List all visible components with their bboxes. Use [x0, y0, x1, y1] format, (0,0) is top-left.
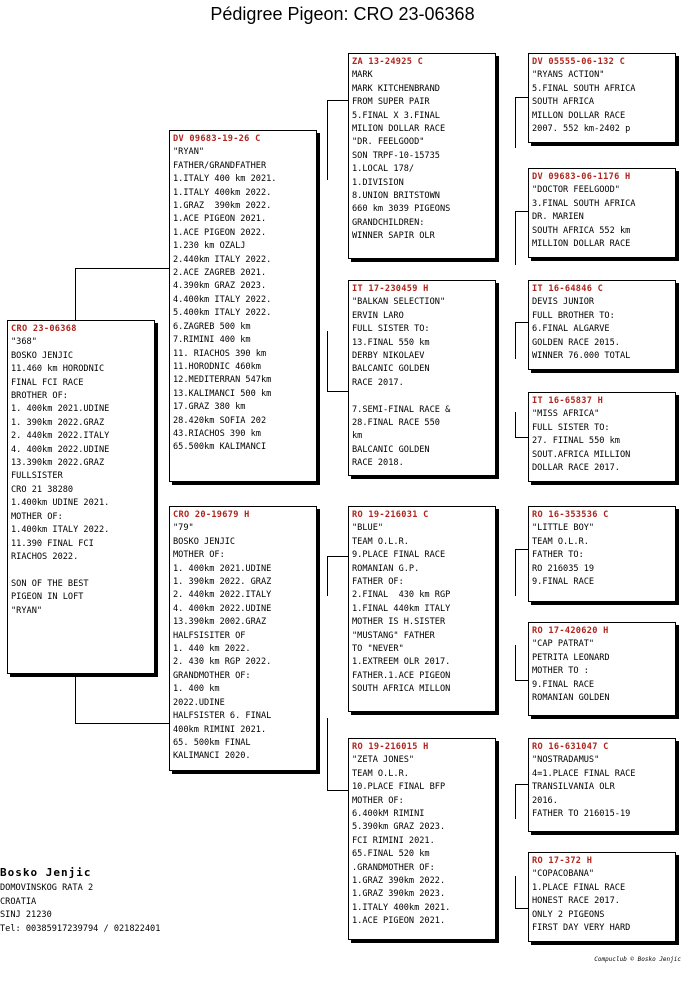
- connector-line: [515, 876, 516, 908]
- pedigree-line: "CAP PATRAT": [532, 639, 595, 650]
- connector-line: [327, 100, 328, 180]
- pedigree-line: 1.230 km OZALJ: [173, 241, 246, 252]
- pedigree-line: PETRITA LEONARD: [532, 652, 610, 663]
- pedigree-line: FATHER.1.ACE PIGEON: [352, 670, 451, 681]
- pedigree-line: 6.400kM RIMINI: [352, 809, 425, 820]
- connector-line: [75, 268, 171, 269]
- pedigree-line: "MISS AFRICA": [532, 409, 600, 420]
- pedigree-line: WINNER 76.000 TOTAL: [532, 351, 631, 362]
- pedigree-line: 10.PLACE FINAL BFP: [352, 782, 446, 793]
- pedigree-line: 12.MEDITERRAN 547km: [173, 375, 272, 386]
- pedigree-line: TO "NEVER": [352, 644, 404, 655]
- connector-line: [75, 723, 171, 724]
- pedigree-line: 11. RIACHOS 390 km: [173, 348, 267, 359]
- pedigree-line: 1.FINAL 440km ITALY: [352, 603, 451, 614]
- connector-line: [75, 673, 76, 723]
- pedigree-line: PIGEON IN LOFT: [11, 592, 84, 603]
- pedigree-line: 1. 390km 2022. GRAZ: [173, 577, 272, 588]
- pedigree-line: 2. 440km 2022.ITALY: [11, 431, 110, 442]
- pedigree-line: WINNER SAPIR OLR: [352, 231, 435, 242]
- pedigree-line: 43.RIACHOS 390 km: [173, 428, 261, 439]
- pedigree-line: 1.GRAZ 390km 2023.: [352, 889, 446, 900]
- ring-number: ZA 13-24925 C: [352, 57, 424, 67]
- pedigree-line: MILLION DOLLAR RACE: [532, 239, 631, 250]
- pedigree-line: TRANSILVANIA OLR: [532, 782, 615, 793]
- pedigree-line: 28.FINAL RACE 550: [352, 418, 440, 429]
- pedigree-line: FATHER OF:: [352, 577, 404, 588]
- pedigree-line: "RYAN": [173, 147, 205, 158]
- pedigree-line: MARK: [352, 70, 373, 81]
- pedigree-line: 5.FINAL SOUTH AFRICA: [532, 83, 636, 94]
- breeder-address-line: DOMOVINSKOG RATA 2: [0, 883, 94, 894]
- pedigree-line: 1.ACE PIGEON 2021.: [352, 916, 446, 927]
- breeder-name: Bosko Jenjic: [0, 866, 92, 879]
- pedigree-line: 65.FINAL 520 km: [352, 849, 430, 860]
- pedigree-line: 1.400km ITALY 2022.: [11, 525, 110, 536]
- pedigree-line: 1.GRAZ 390km 2022.: [352, 876, 446, 887]
- pedigree-line: SOUTH AFRICA MILLON: [352, 684, 451, 695]
- pedigree-line: 4. 400km 2022.UDINE: [173, 603, 272, 614]
- pedigree-line: 5.400km ITALY 2022.: [173, 308, 272, 319]
- connector-line: [327, 556, 349, 557]
- pedigree-line: MILLON DOLLAR RACE: [532, 110, 626, 121]
- pedigree-line: 1.ACE PIGEON 2021.: [173, 214, 267, 225]
- pedigree-line: 2016.: [532, 795, 558, 806]
- pedigree-line: 2. 430 km RGP 2022.: [173, 657, 272, 668]
- pedigree-line: 13.390km 2022.GRAZ: [11, 458, 105, 469]
- pigeon-box-dss: [528, 506, 676, 602]
- pedigree-line: 11.460 km HORODNIC: [11, 364, 105, 375]
- ring-number: CRO 23-06368: [11, 324, 77, 334]
- pedigree-line: FATHER TO 216015-19: [532, 809, 631, 820]
- pedigree-line: GRANDCHILDREN:: [352, 217, 425, 228]
- pedigree-line: 1.PLACE FINAL RACE: [532, 882, 626, 893]
- pedigree-line: 11.HORODNIC 460km: [173, 361, 261, 372]
- pedigree-line: 13.KALIMANCI 500 km: [173, 388, 272, 399]
- pigeon-box-sdd: [528, 392, 676, 482]
- pedigree-line: 13.390km 2002.GRAZ: [173, 617, 267, 628]
- pedigree-line: HALFSISITER OF: [173, 630, 246, 641]
- pedigree-line: 2022.UDINE: [173, 697, 225, 708]
- ring-number: IT 16-64846 C: [532, 284, 604, 294]
- connector-line: [515, 784, 516, 819]
- breeder-country: CROATIA: [0, 896, 37, 907]
- connector-line: [515, 549, 516, 596]
- ring-number: RO 17-372 H: [532, 856, 593, 866]
- pedigree-line: "DOCTOR FEELGOOD": [532, 185, 620, 196]
- pigeon-box-subject: [7, 320, 155, 674]
- pedigree-line: BOSKO JENJIC: [173, 536, 236, 547]
- pedigree-line: FULLSISTER: [11, 471, 63, 482]
- pedigree-line: 6.FINAL ALGARVE: [532, 324, 610, 335]
- pedigree-line: 1.400km UDINE 2021.: [11, 498, 110, 509]
- pedigree-line: 9.FINAL RACE: [532, 577, 595, 588]
- pigeon-box-ddd: [528, 852, 676, 942]
- pedigree-line: ROMANIAN G.P.: [352, 563, 420, 574]
- pedigree-line: 1.ITALY 400 km 2021.: [173, 174, 277, 185]
- pedigree-line: FIRST DAY VERY HARD: [532, 923, 631, 934]
- pigeon-box-dds: [528, 738, 676, 832]
- pedigree-line: 1.GRAZ 390km 2022.: [173, 201, 272, 212]
- pedigree-line: "79": [173, 523, 194, 534]
- pedigree-line: 65.500km KALIMANCI: [173, 442, 267, 453]
- pedigree-line: 1. 400km 2021.UDINE: [11, 404, 110, 415]
- ring-number: DV 05555-06-132 C: [532, 57, 626, 67]
- pedigree-line: KALIMANCI 2020.: [173, 751, 251, 762]
- pedigree-line: "DR. FEELGOOD": [352, 137, 425, 148]
- pedigree-line: HONEST RACE 2017.: [532, 896, 620, 907]
- pedigree-line: FCI RIMINI 2021.: [352, 835, 435, 846]
- ring-number: DV 09683-19-26 C: [173, 134, 261, 144]
- pedigree-line: 27. FIINAL 550 km: [532, 436, 620, 447]
- pedigree-line: MARK KITCHENBRAND: [352, 83, 440, 94]
- ring-number: RO 19-216015 H: [352, 742, 429, 752]
- connector-line: [515, 549, 529, 550]
- pedigree-line: FATHER/GRANDFATHER: [173, 160, 267, 171]
- pedigree-line: 1.ITALY 400km 2021.: [352, 902, 451, 913]
- pedigree-line: 1. 440 km 2022.: [173, 644, 251, 655]
- pedigree-line: TEAM O.L.R.: [352, 768, 409, 779]
- pedigree-line: RIACHOS 2022.: [11, 551, 79, 562]
- pedigree-line: 2.FINAL 430 km RGP: [352, 590, 451, 601]
- pedigree-line: 7.SEMI-FINAL RACE &: [352, 404, 451, 415]
- pigeon-box-dam-dam: [348, 738, 496, 940]
- ring-number: IT 17-230459 H: [352, 284, 429, 294]
- pedigree-line: BALCANIC GOLDEN: [352, 444, 430, 455]
- pedigree-line: 4=1.PLACE FINAL RACE: [532, 768, 636, 779]
- pedigree-line: 5.390km GRAZ 2023.: [352, 822, 446, 833]
- connector-line: [515, 211, 516, 265]
- pedigree-line: 65. 500km FINAL: [173, 737, 251, 748]
- pedigree-line: ROMANIAN GOLDEN: [532, 693, 610, 704]
- pedigree-line: 17.GRAZ 380 km: [173, 402, 246, 413]
- connector-line: [515, 645, 516, 680]
- pedigree-line: 1. 400 km: [173, 684, 220, 695]
- footer-credit: Compuclub © Bosko Jenjic: [594, 956, 681, 963]
- connector-line: [515, 908, 529, 909]
- pedigree-line: FULL SISTER TO:: [532, 422, 610, 433]
- pigeon-box-sire-dam: [348, 280, 496, 476]
- pedigree-line: "BLUE": [352, 523, 384, 534]
- connector-line: [515, 322, 529, 323]
- pedigree-line: RO 216035 19: [532, 563, 595, 574]
- pedigree-line: "ZETA JONES": [352, 755, 415, 766]
- pedigree-line: 11.390 FINAL FCI: [11, 538, 94, 549]
- ring-number: RO 17-420620 H: [532, 626, 609, 636]
- pedigree-line: 4.400km ITALY 2022.: [173, 294, 272, 305]
- pedigree-line: SON TRPF-10-15735: [352, 150, 440, 161]
- pedigree-line: 28.420km SOFIA 202: [173, 415, 267, 426]
- breeder-city: SINJ 21230: [0, 910, 52, 921]
- pedigree-line: DR. MARIEN: [532, 212, 584, 223]
- pedigree-line: 400km RIMINI 2021.: [173, 724, 267, 735]
- pedigree-line: 2.ACE ZAGREB 2021.: [173, 268, 267, 279]
- pedigree-line: 13.FINAL 550 km: [352, 337, 430, 348]
- pedigree-line: "BALKAN SELECTION": [352, 297, 446, 308]
- pedigree-line: MOTHER IS H.SISTER: [352, 617, 446, 628]
- pedigree-line: CRO 21 38280: [11, 484, 74, 495]
- connector-line: [327, 556, 328, 596]
- pedigree-line: 2007. 552 km-2402 p: [532, 124, 631, 135]
- breeder-info: [0, 866, 160, 936]
- pedigree-line: ERVIN LARO: [352, 310, 404, 321]
- pedigree-line: 2.440km ITALY 2022.: [173, 254, 272, 265]
- pedigree-line: FULL SISTER TO:: [352, 324, 430, 335]
- pedigree-line: GRANDMOTHER OF:: [173, 670, 251, 681]
- pedigree-line: RACE 2017.: [352, 377, 404, 388]
- pigeon-box-dam-sire: [348, 506, 496, 712]
- breeder-phone: Tel: 00385917239794 / 021822401: [0, 923, 161, 934]
- pedigree-line: MOTHER OF:: [173, 550, 225, 561]
- connector-line: [515, 322, 516, 359]
- pedigree-line: SOUT.AFRICA MILLION: [532, 449, 631, 460]
- pedigree-line: 1.EXTREEM OLR 2017.: [352, 657, 451, 668]
- pigeon-box-dam: [169, 506, 317, 771]
- pedigree-line: 1.DIVISION: [352, 177, 404, 188]
- connector-line: [515, 412, 516, 437]
- pedigree-line: SON OF THE BEST: [11, 578, 89, 589]
- connector-line: [515, 211, 529, 212]
- pedigree-line: [352, 390, 492, 403]
- pedigree-line: DERBY NIKOLAEV: [352, 351, 425, 362]
- pedigree-line: 660 km 3039 PIGEONS: [352, 204, 451, 215]
- connector-line: [327, 790, 349, 791]
- connector-line: [515, 437, 529, 438]
- connector-line: [75, 268, 76, 322]
- pedigree-line: 4.390km GRAZ 2023.: [173, 281, 267, 292]
- pedigree-line: DEVIS JUNIOR: [532, 297, 595, 308]
- pigeon-box-sds: [528, 280, 676, 370]
- connector-line: [327, 391, 349, 392]
- pedigree-line: GOLDEN RACE 2015.: [532, 337, 620, 348]
- ring-number: RO 16-631047 C: [532, 742, 609, 752]
- pedigree-line: "MUSTANG" FATHER: [352, 630, 435, 641]
- pedigree-line: 9.PLACE FINAL RACE: [352, 550, 446, 561]
- pedigree-line: km: [352, 431, 363, 442]
- pedigree-line: ONLY 2 PIGEONS: [532, 909, 605, 920]
- pedigree-line: MILION DOLLAR RACE: [352, 124, 446, 135]
- pedigree-line: 1.ACE PIGEON 2022.: [173, 227, 267, 238]
- pedigree-line: BALCANIC GOLDEN: [352, 364, 430, 375]
- pedigree-line: BROTHER OF:: [11, 391, 68, 402]
- pedigree-line: HALFSISTER 6. FINAL: [173, 711, 272, 722]
- pedigree-line: "LITTLE BOY": [532, 523, 595, 534]
- pedigree-line: DOLLAR RACE 2017.: [532, 463, 620, 474]
- pedigree-line: TEAM O.L.R.: [352, 536, 409, 547]
- pedigree-line: .GRANDMOTHER OF:: [352, 862, 435, 873]
- pedigree-line: 3.FINAL SOUTH AFRICA: [532, 198, 636, 209]
- pedigree-line: [11, 564, 151, 577]
- pedigree-line: 6.ZAGREB 500 km: [173, 321, 251, 332]
- pedigree-line: MOTHER TO :: [532, 666, 589, 677]
- pedigree-line: "COPACOBANA": [532, 869, 595, 880]
- pedigree-line: FINAL FCI RACE: [11, 377, 84, 388]
- pedigree-line: MOTHER OF:: [11, 511, 63, 522]
- ring-number: CRO 20-19679 H: [173, 510, 250, 520]
- pedigree-line: 1.ITALY 400km 2022.: [173, 187, 272, 198]
- pedigree-line: 1. 400km 2021.UDINE: [173, 563, 272, 574]
- pedigree-line: FULL BROTHER TO:: [532, 310, 615, 321]
- pedigree-line: "RYANS ACTION": [532, 70, 605, 81]
- ring-number: RO 16-353536 C: [532, 510, 609, 520]
- connector-line: [515, 680, 529, 681]
- pedigree-line: 4. 400km 2022.UDINE: [11, 444, 110, 455]
- pigeon-box-ssd: [528, 168, 676, 258]
- connector-line: [515, 97, 516, 148]
- ring-number: DV 09683-06-1176 H: [532, 172, 631, 182]
- pedigree-line: FROM SUPER PAIR: [352, 97, 430, 108]
- pedigree-line: 1. 390km 2022.GRAZ: [11, 417, 105, 428]
- pedigree-line: FATHER TO:: [532, 550, 584, 561]
- pedigree-line: "NOSTRADAMUS": [532, 755, 600, 766]
- pigeon-box-sire-sire: [348, 53, 496, 259]
- pedigree-line: TEAM O.L.R.: [532, 536, 589, 547]
- connector-line: [327, 100, 349, 101]
- pedigree-line: 7.RIMINI 400 km: [173, 335, 251, 346]
- connector-line: [515, 784, 529, 785]
- pedigree-line: 5.FINAL X 3.FINAL: [352, 110, 440, 121]
- pigeon-box-sss: [528, 53, 676, 143]
- pedigree-line: 8.UNION BRITSTOWN: [352, 191, 440, 202]
- connector-line: [327, 718, 328, 790]
- connector-line: [327, 331, 328, 391]
- connector-line: [515, 97, 529, 98]
- pedigree-line: "RYAN": [11, 605, 43, 616]
- pedigree-line: 1.LOCAL 178/: [352, 164, 415, 175]
- pedigree-line: "368": [11, 337, 37, 348]
- pedigree-line: 2. 440km 2022.ITALY: [173, 590, 272, 601]
- pedigree-line: RACE 2018.: [352, 458, 404, 469]
- pedigree-line: MOTHER OF:: [352, 795, 404, 806]
- pedigree-line: SOUTH AFRICA: [532, 97, 595, 108]
- pedigree-line: BOSKO JENJIC: [11, 350, 74, 361]
- ring-number: RO 19-216031 C: [352, 510, 429, 520]
- ring-number: IT 16-65837 H: [532, 396, 604, 406]
- pedigree-line: 9.FINAL RACE: [532, 679, 595, 690]
- pigeon-box-dsd: [528, 622, 676, 716]
- page-title: Pédigree Pigeon: CRO 23-06368: [210, 4, 475, 24]
- pedigree-line: SOUTH AFRICA 552 km: [532, 225, 631, 236]
- pigeon-box-sire: [169, 130, 317, 482]
